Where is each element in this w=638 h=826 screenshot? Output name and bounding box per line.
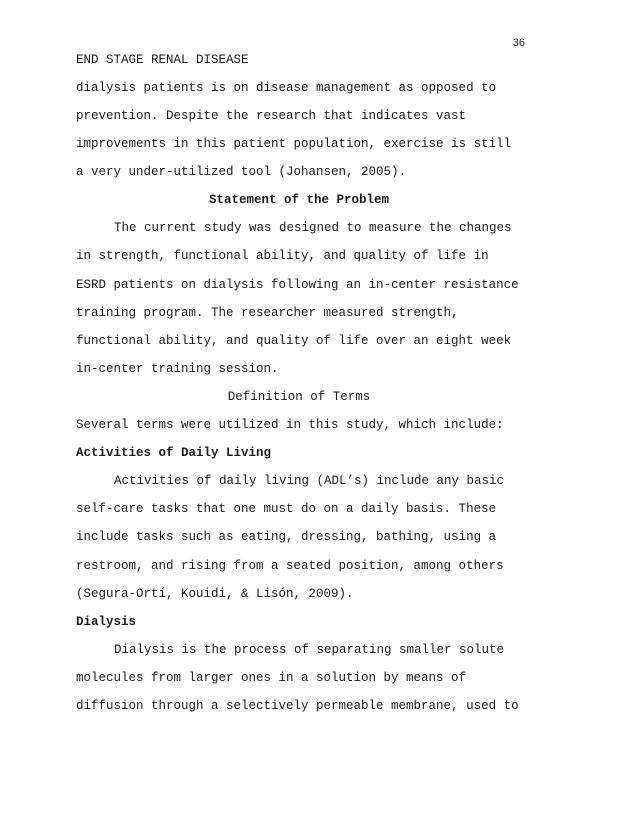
body-line: in strength, functional ability, and quality of life in (76, 249, 489, 263)
body-line: prevention. Despite the research that indicates vast (76, 109, 467, 123)
body-line: a very under-utilized tool (Johansen, 2005). (76, 165, 407, 179)
page-number: 36 (512, 37, 525, 49)
body-line: training program. The researcher measured strength, (76, 306, 459, 320)
body-line: in-center training session. (76, 362, 279, 376)
body-line: Dialysis is the process of separating smaller solute (114, 643, 505, 657)
body-line: The current study was designed to measure the changes (114, 221, 512, 235)
body-line: diffusion through a selectively permeable membrane, used to (76, 699, 519, 713)
body-line: ESRD patients on dialysis following an in-center resistance (76, 278, 519, 292)
body-line: improvements in this patient population, exercise is still (76, 137, 512, 151)
body-line: Activities of daily living (ADL’s) include any basic (114, 474, 505, 488)
section-heading-definition-of-terms: Definition of Terms (227, 390, 371, 404)
body-line: dialysis patients is on disease management as opposed to (76, 81, 497, 95)
body-line: Several terms were utilized in this study, which include: (76, 418, 504, 432)
running-head: END STAGE RENAL DISEASE (76, 53, 249, 67)
body-line: restroom, and rising from a seated position, among others (76, 559, 504, 573)
body-line: include tasks such as eating, dressing, bathing, using a (76, 530, 497, 544)
body-line: functional ability, and quality of life over an eight week (76, 334, 512, 348)
body-line: (Segura-Ortí, Kouidi, & Lisón, 2009). (76, 587, 354, 601)
term-heading-activities-of-daily-living: Activities of Daily Living (76, 446, 272, 460)
body-line: self-care tasks that one must do on a daily basis. These (76, 502, 497, 516)
term-heading-dialysis: Dialysis (76, 615, 137, 629)
body-line: molecules from larger ones in a solution by means of (76, 671, 467, 685)
section-heading-statement-of-problem: Statement of the Problem (208, 193, 390, 207)
